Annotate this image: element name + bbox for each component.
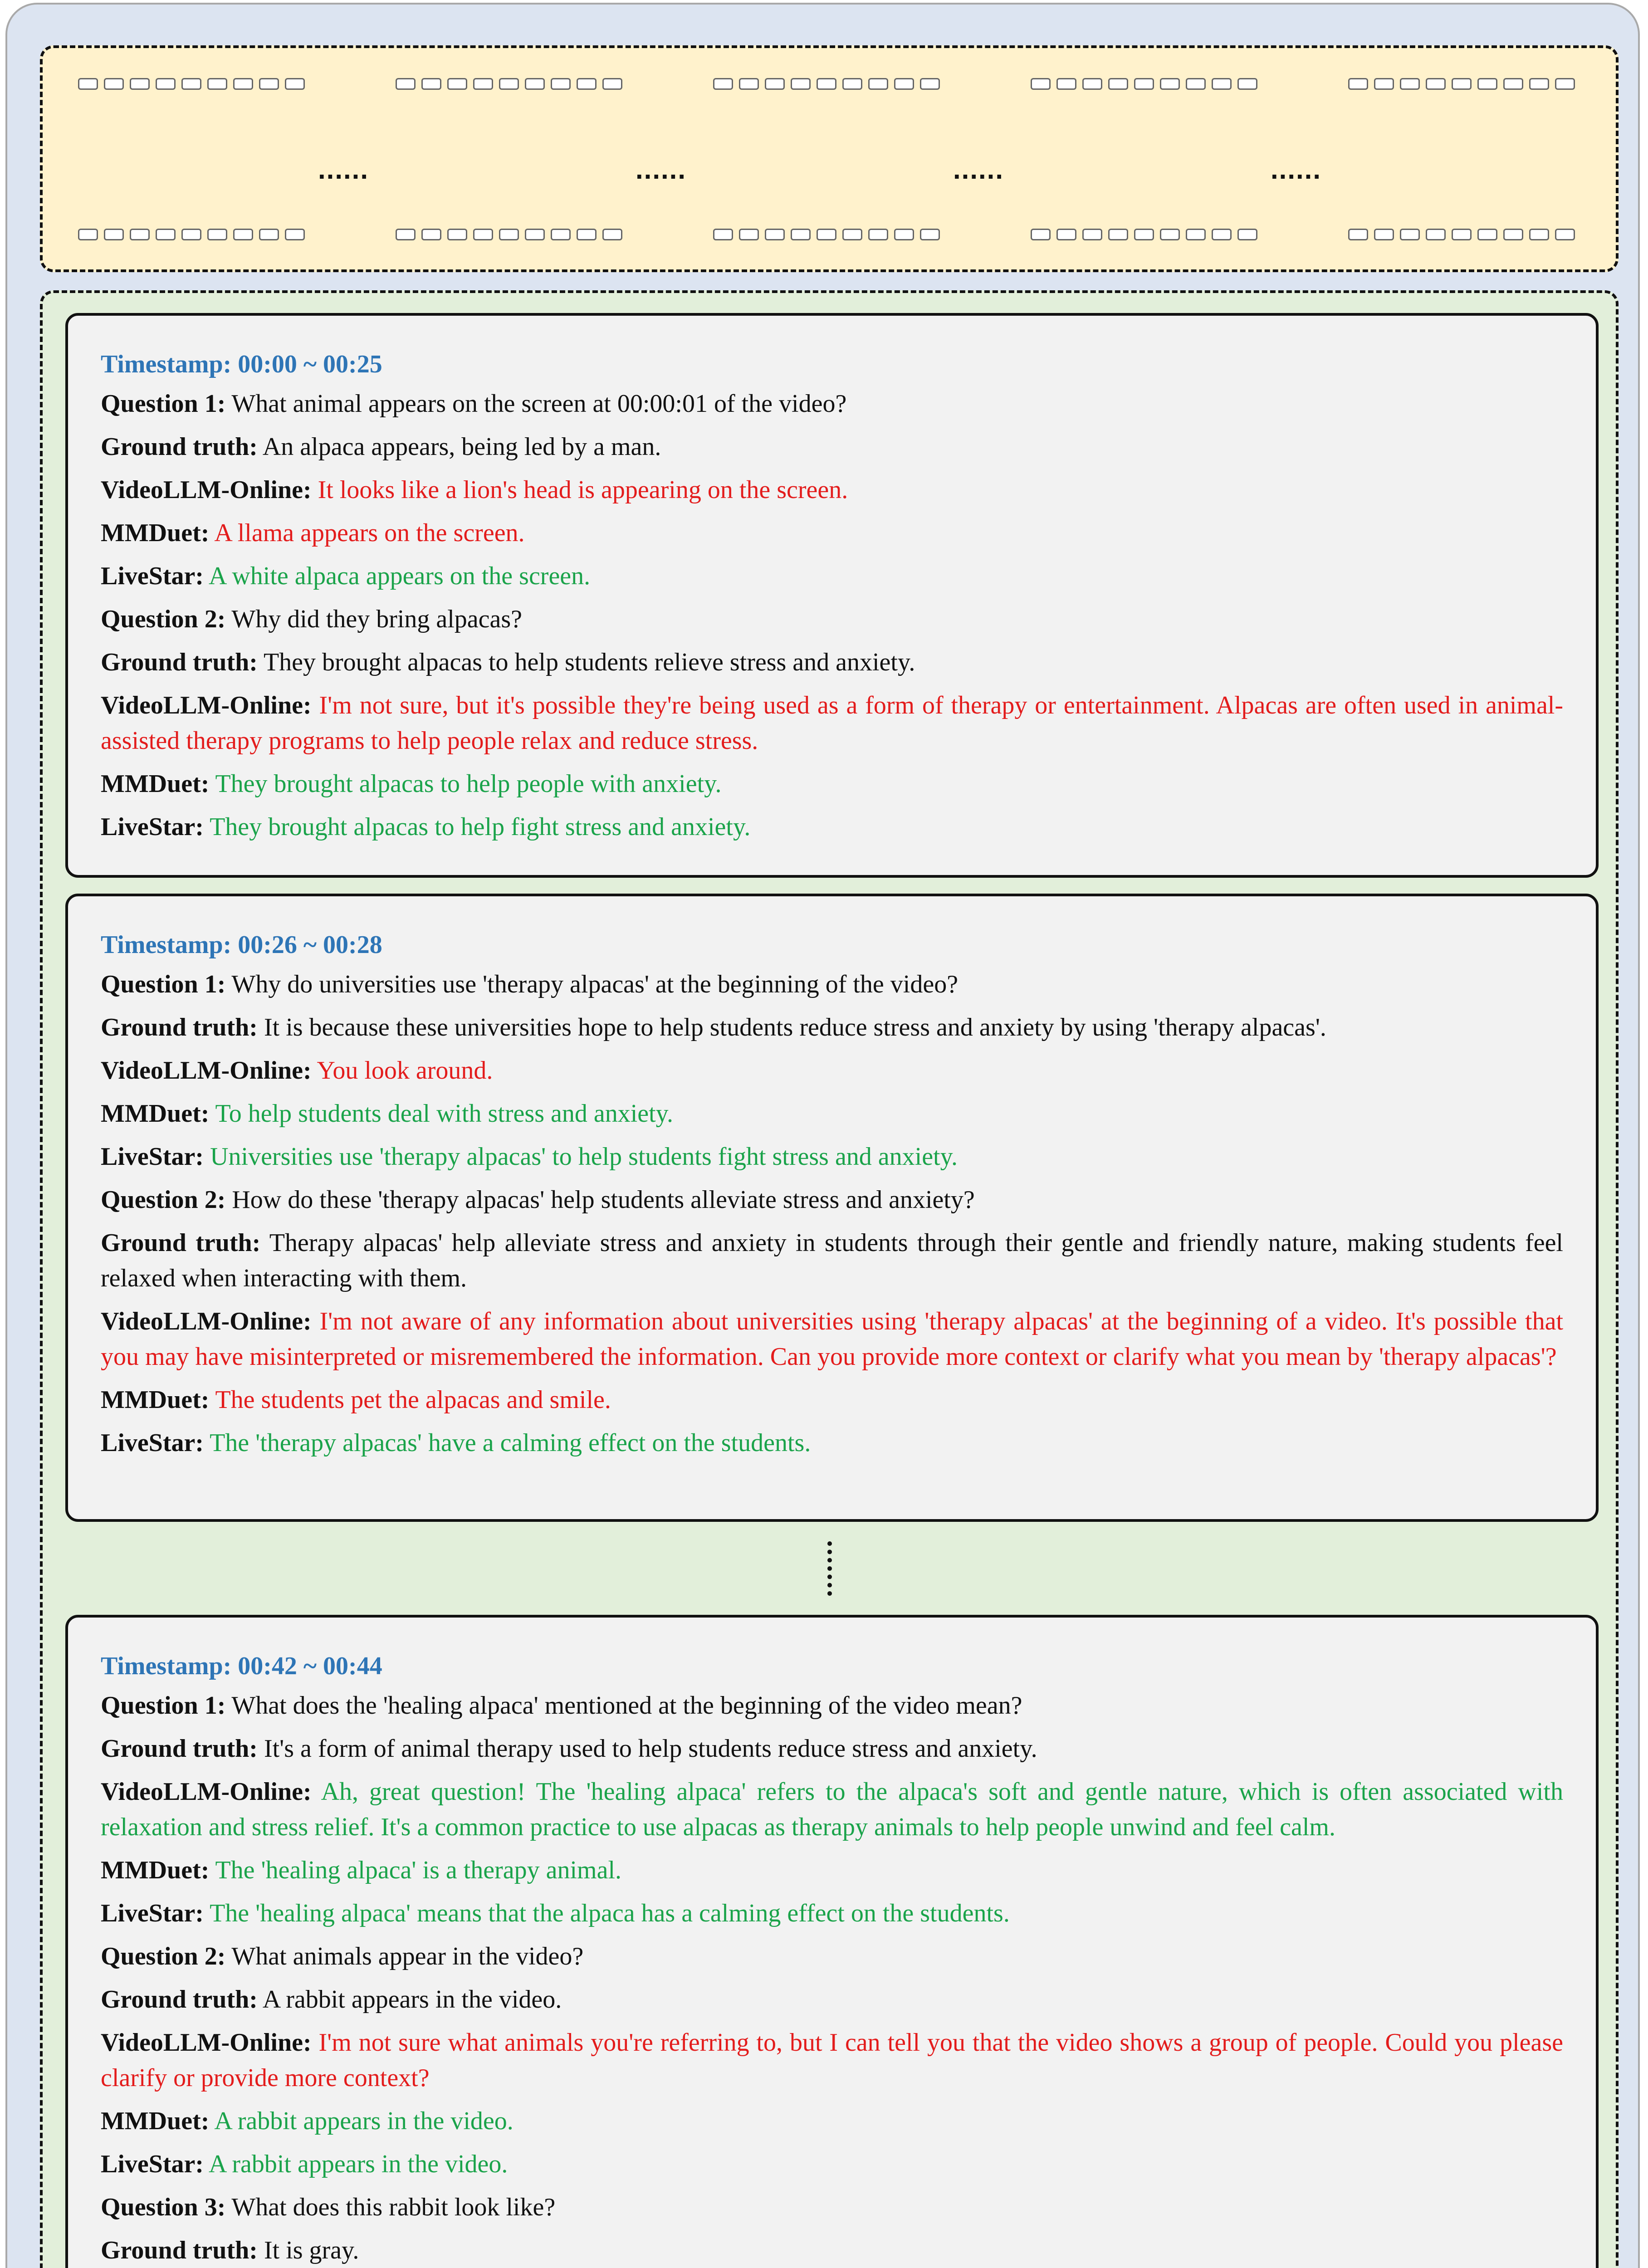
video-frame <box>1348 78 1575 246</box>
qa-text: A white alpaca appears on the screen. <box>208 562 591 590</box>
qa-line <box>101 2233 1563 2268</box>
qa-text: How do these 'therapy alpacas' help students alleviate stress and anxiety? <box>232 1186 975 1214</box>
qa-label: Question 1: <box>101 1691 226 1720</box>
qa-line <box>101 1939 1563 1974</box>
qa-label: Question 1: <box>101 390 226 418</box>
film-holes <box>1031 229 1257 242</box>
qa-text: They brought alpacas to help students relieve stress and anxiety. <box>263 648 915 676</box>
qa-label: MMDuet: <box>101 770 210 798</box>
qa-line <box>101 1774 1563 1845</box>
qa-text: A rabbit appears in the video. <box>214 2107 513 2135</box>
qa-label: Ground truth: <box>101 1013 258 1041</box>
qa-label: Ground truth: <box>101 1229 261 1257</box>
qa-line <box>101 809 1563 845</box>
video-frame <box>713 78 940 246</box>
qa-text: I'm not aware of any information about universities using 'therapy alpacas' at the beginning of a video. It's possible that you may have misinterpreted or misremembered the information. Can you provide more context or clarify what you mean by 'therapy alpacas'? <box>101 1307 1563 1371</box>
qa-label: Ground truth: <box>101 433 258 461</box>
video-frame <box>1031 78 1257 246</box>
qa-label: LiveStar: <box>101 1143 204 1171</box>
film-holes <box>78 78 305 92</box>
qa-text: A rabbit appears in the video. <box>208 2150 508 2178</box>
frame-separator: ...... <box>635 154 687 185</box>
qa-label: Ground truth: <box>101 1985 258 2014</box>
qa-label: VideoLLM-Online: <box>101 691 312 719</box>
qa-text: It is because these universities hope to help students reduce stress and anxiety by using 'therapy alpacas'. <box>264 1013 1326 1041</box>
qa-line <box>101 1304 1563 1374</box>
film-holes <box>1348 229 1575 242</box>
qa-label: Question 2: <box>101 1186 226 1214</box>
qa-line <box>101 386 1563 421</box>
qa-text: It looks like a lion's head is appearing on the screen. <box>318 476 848 504</box>
qa-line <box>101 645 1563 680</box>
qa-text: What does the 'healing alpaca' mentioned at the beginning of the video mean? <box>231 1691 1022 1720</box>
qa-label: MMDuet: <box>101 1386 210 1414</box>
qa-label: Question 2: <box>101 1942 226 1970</box>
qa-line <box>101 1896 1563 1931</box>
qa-line <box>101 1982 1563 2017</box>
qa-text: They brought alpacas to help fight stress and anxiety. <box>210 813 751 841</box>
qa-label: Question 1: <box>101 970 226 998</box>
qa-line <box>101 429 1563 464</box>
qa-line <box>101 2190 1563 2225</box>
qa-text: Why do universities use 'therapy alpacas' at the beginning of the video? <box>231 970 958 998</box>
qa-line <box>101 601 1563 637</box>
qa-line <box>101 2103 1563 2139</box>
qa-text: An alpaca appears, being led by a man. <box>262 433 661 461</box>
qa-text: I'm not sure what animals you're referring to, but I can tell you that the video shows a group of people. Could you please clarify or provide more context? <box>101 2028 1563 2092</box>
qa-label: VideoLLM-Online: <box>101 1778 312 1806</box>
qa-text: A llama appears on the screen. <box>214 519 525 547</box>
qa-label: VideoLLM-Online: <box>101 2028 312 2057</box>
qa-text: A rabbit appears in the video. <box>262 1985 562 2014</box>
qa-text: Universities use 'therapy alpacas' to help students fight stress and anxiety. <box>210 1143 958 1171</box>
film-holes <box>396 78 622 92</box>
qa-line <box>101 967 1563 1002</box>
qa-label: Ground truth: <box>101 648 258 676</box>
qa-label: LiveStar: <box>101 1429 204 1457</box>
qa-text: Ah, great question! The 'healing alpaca' refers to the alpaca's soft and gentle nature, which is often associated with relaxation and stress relief. It's a common practice to use alpacas as therapy animals to help people unwind and feel calm. <box>101 1778 1563 1841</box>
qa-text: Therapy alpacas' help alleviate stress and anxiety in students through their gentle and friendly nature, making students feel relaxed when interacting with them. <box>101 1229 1563 1292</box>
frame-separator: ...... <box>1270 154 1322 185</box>
qa-line <box>101 1688 1563 1723</box>
qa-line <box>101 472 1563 508</box>
qa-text: It is gray. <box>264 2236 359 2264</box>
film-holes <box>1031 78 1257 92</box>
film-holes <box>713 229 940 242</box>
qa-label: Question 2: <box>101 605 226 633</box>
ellipsis-vertical <box>827 1541 833 1596</box>
panel-timestamp-3 <box>65 1615 1599 2268</box>
qa-label: MMDuet: <box>101 1100 210 1128</box>
panel-timestamp-1 <box>65 313 1599 878</box>
qa-line <box>101 1853 1563 1888</box>
panel-timestamp-2 <box>65 894 1599 1522</box>
qa-label: MMDuet: <box>101 2107 210 2135</box>
qa-line <box>101 1010 1563 1045</box>
qa-line <box>101 1731 1563 1766</box>
qa-label: LiveStar: <box>101 562 204 590</box>
video-frames-strip <box>40 45 1619 272</box>
qa-line <box>101 1096 1563 1131</box>
qa-line <box>101 1425 1563 1461</box>
qa-text: To help students deal with stress and anxiety. <box>215 1100 674 1128</box>
qa-label: LiveStar: <box>101 2150 204 2178</box>
video-frame <box>78 78 305 246</box>
qa-line <box>101 2146 1563 2182</box>
qa-line <box>101 558 1563 594</box>
qa-line <box>101 1053 1563 1088</box>
panel-timestamp: Timestamp: 00:42 ~ 00:44 <box>101 1652 382 1680</box>
qa-text: The 'healing alpaca' means that the alpaca has a calming effect on the students. <box>210 1899 1010 1927</box>
qa-label: MMDuet: <box>101 519 210 547</box>
film-holes <box>1348 78 1575 92</box>
qa-line <box>101 1225 1563 1296</box>
qa-text: The 'therapy alpacas' have a calming effect on the students. <box>210 1429 811 1457</box>
qa-line <box>101 688 1563 758</box>
qa-label: VideoLLM-Online: <box>101 476 312 504</box>
film-holes <box>396 229 622 242</box>
qa-text: Why did they bring alpacas? <box>231 605 523 633</box>
film-holes <box>78 229 305 242</box>
qa-line <box>101 1139 1563 1174</box>
qa-text: The students pet the alpacas and smile. <box>215 1386 611 1414</box>
qa-line <box>101 1382 1563 1418</box>
qa-label: Ground truth: <box>101 2236 258 2264</box>
frame-separator: ...... <box>953 154 1004 185</box>
panel-timestamp: Timestamp: 00:00 ~ 00:25 <box>101 350 382 378</box>
qa-line <box>101 766 1563 802</box>
qa-line <box>101 1182 1563 1217</box>
qa-line <box>101 515 1563 551</box>
qa-label: MMDuet: <box>101 1856 210 1884</box>
qa-line <box>101 2025 1563 2096</box>
video-frame <box>396 78 622 246</box>
qa-text: What animals appear in the video? <box>231 1942 584 1970</box>
qa-label: VideoLLM-Online: <box>101 1056 312 1085</box>
qa-text: I'm not sure, but it's possible they're being used as a form of therapy or entertainment. Alpacas are often used in animal-assisted therapy programs to help people relax and reduce stress. <box>101 691 1564 755</box>
qa-text: They brought alpacas to help people with anxiety. <box>215 770 722 798</box>
qa-label: VideoLLM-Online: <box>101 1307 312 1335</box>
panel-timestamp: Timestamp: 00:26 ~ 00:28 <box>101 931 382 959</box>
qa-text: You look around. <box>317 1056 493 1085</box>
qa-text: The 'healing alpaca' is a therapy animal. <box>215 1856 622 1884</box>
qa-label: LiveStar: <box>101 1899 204 1927</box>
figure-container <box>5 3 1640 2268</box>
qa-text: It's a form of animal therapy used to help students reduce stress and anxiety. <box>264 1735 1037 1763</box>
qa-label: Ground truth: <box>101 1735 258 1763</box>
film-holes <box>713 78 940 92</box>
qa-label: Question 3: <box>101 2193 226 2221</box>
frame-separator: ...... <box>318 154 369 185</box>
qa-text: What does this rabbit look like? <box>231 2193 556 2221</box>
qa-label: LiveStar: <box>101 813 204 841</box>
qa-text: What animal appears on the screen at 00:00:01 of the video? <box>231 390 847 418</box>
